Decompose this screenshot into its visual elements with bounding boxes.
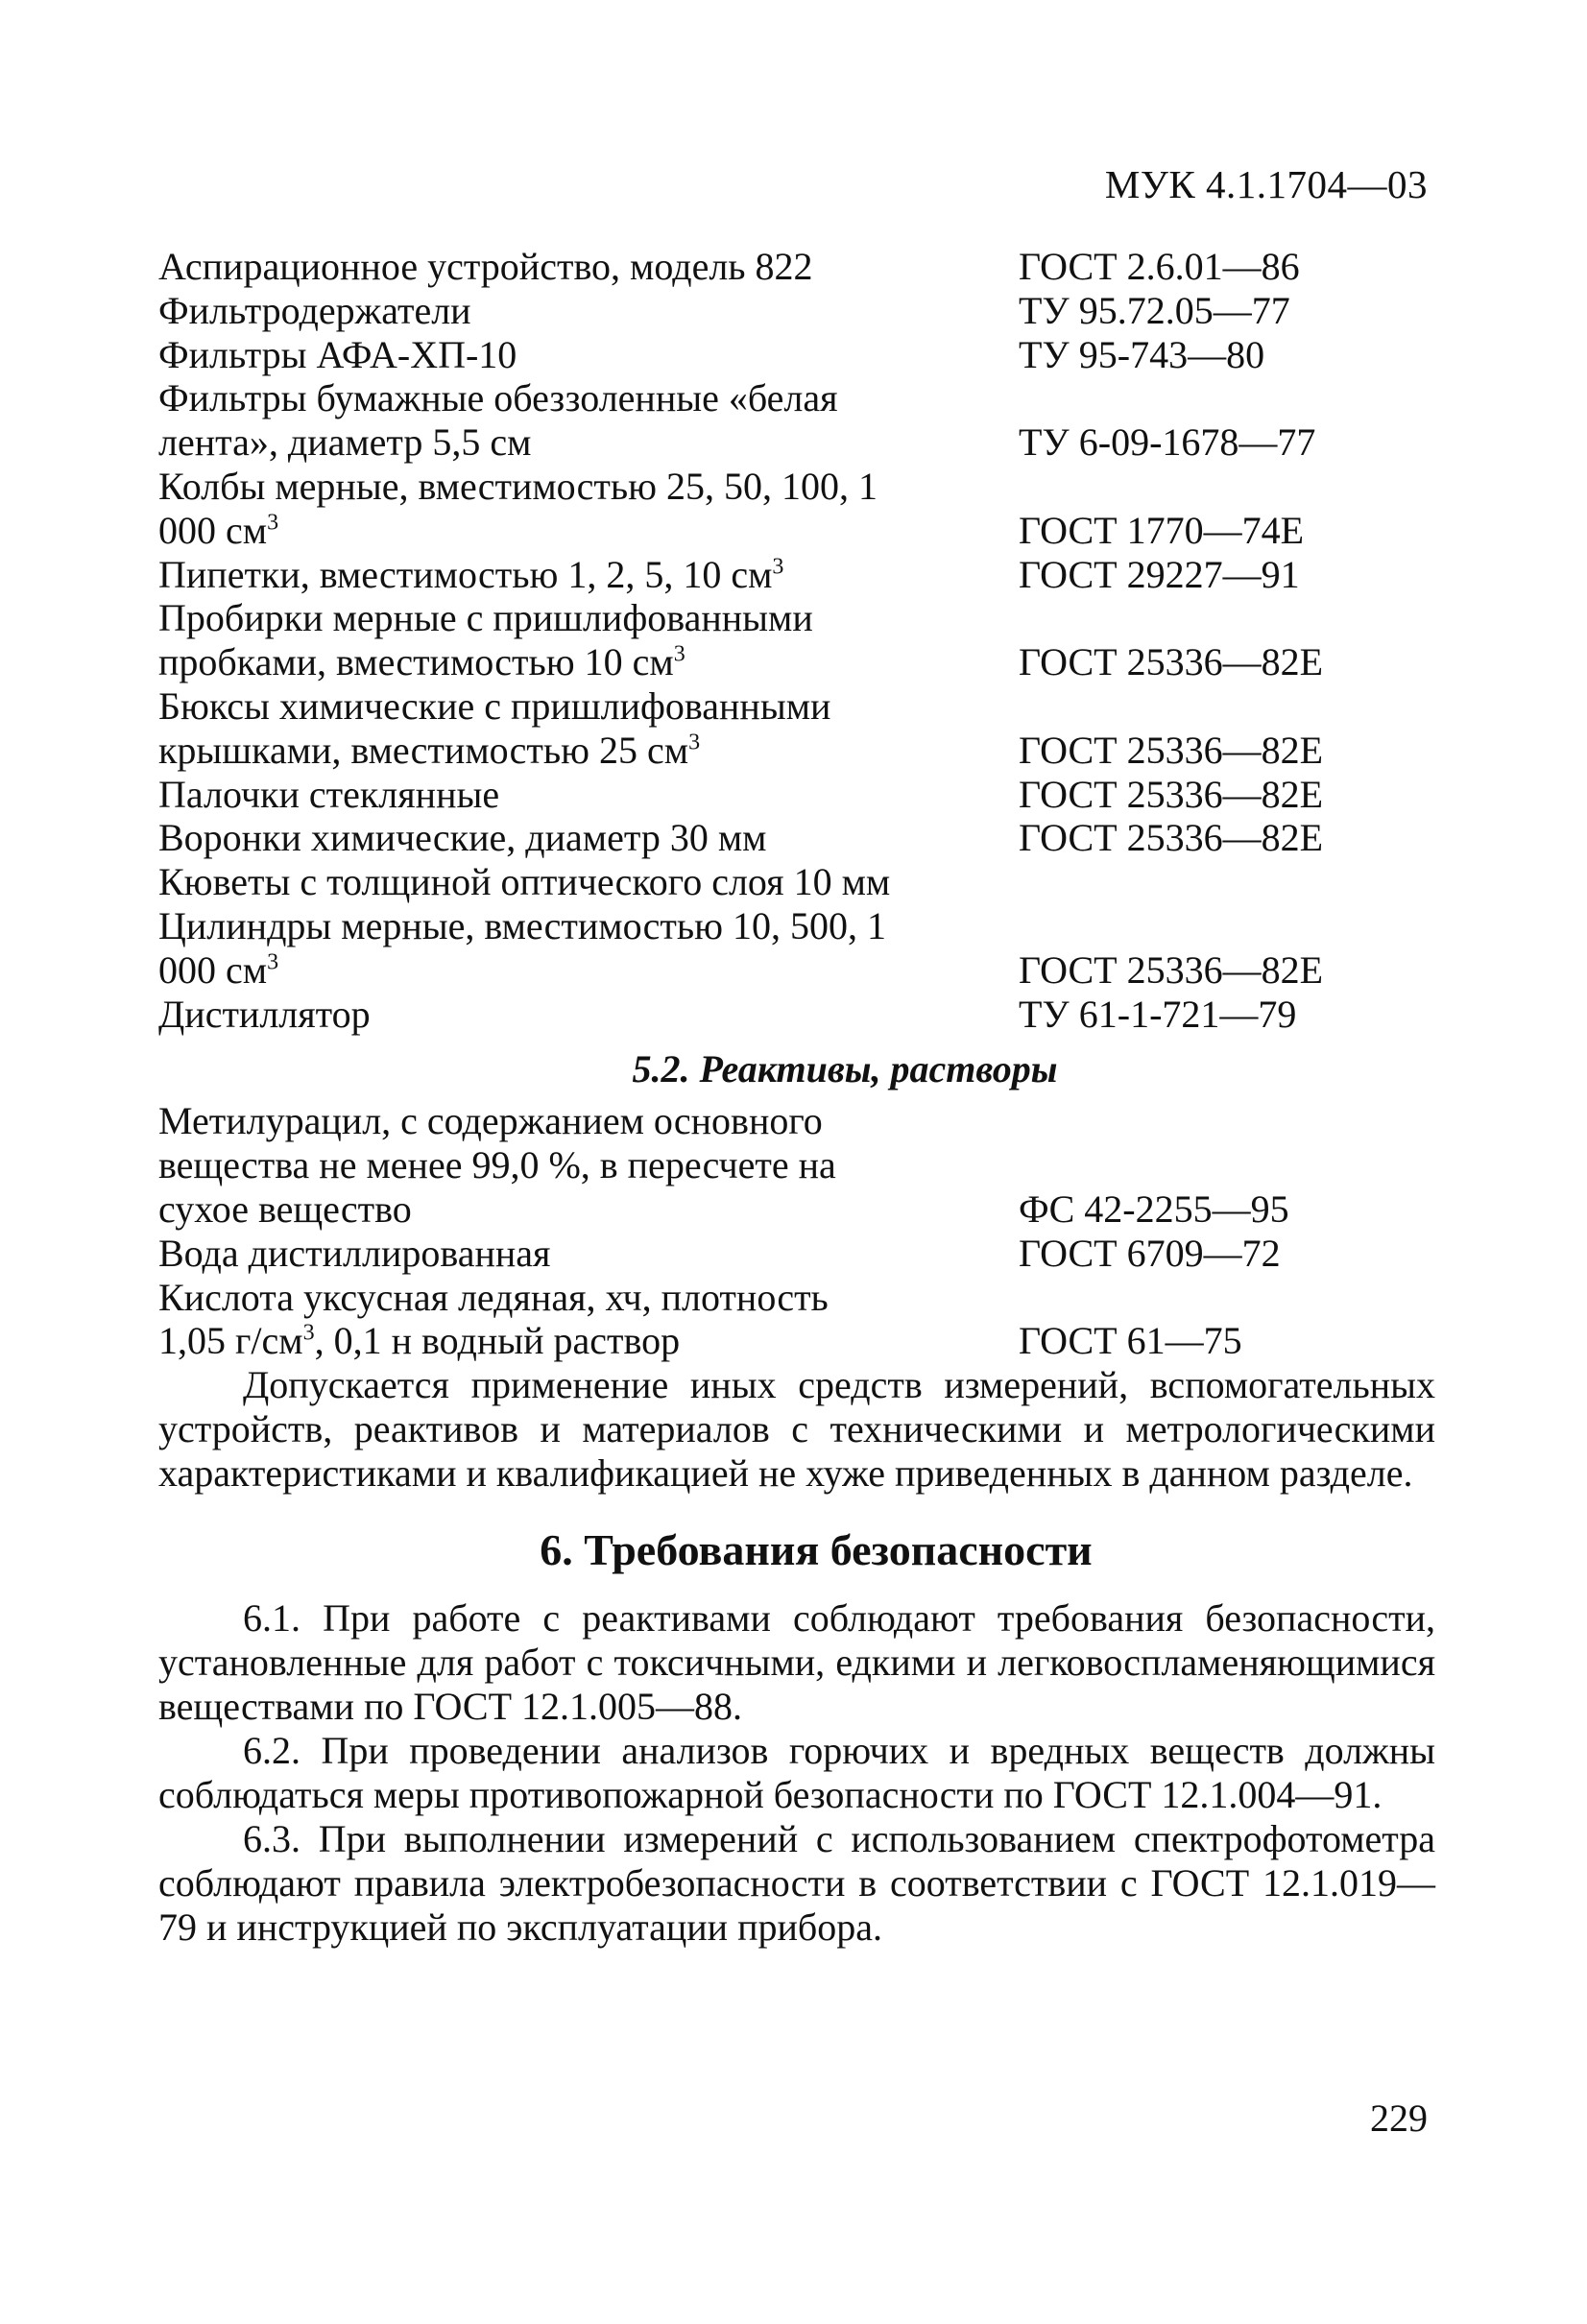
page-number: 229	[1370, 2096, 1428, 2140]
equipment-row	[158, 465, 1435, 553]
reagents-section-title: 5.2. Реактивы, растворы	[632, 1047, 1058, 1091]
equipment-name-text: Цилиндры мерные, вместимостью 10, 500, 1 000 см	[158, 903, 886, 992]
equipment-name-text: Колбы мерные, вместимостью 25, 50, 100, 1 000 см	[158, 464, 878, 552]
equipment-name: Дистиллятор	[158, 992, 371, 1036]
reagent-standard: ГОСТ 6709—72	[1019, 1231, 1281, 1275]
superscript: 3	[772, 554, 784, 580]
equipment-row	[158, 860, 1435, 904]
equipment-name: Палочки стеклянные	[158, 772, 500, 816]
superscript: 3	[688, 730, 701, 755]
reagent-row	[158, 1232, 1435, 1276]
equipment-name: Фильтры бумажные обеззоленные «белая лента», диаметр 5,5 см	[158, 376, 838, 465]
reagent-name: Вода дистиллированная	[158, 1231, 551, 1275]
section-6-paragraph: 6.2. При проведении анализов горючих и вредных веществ должны соблюдаться меры противопожарной безопасности по ГОСТ 12.1.004—91.	[158, 1729, 1435, 1817]
equipment-name: Аспирационное устройство, модель 822	[158, 245, 813, 288]
equipment-standard: ТУ 95.72.05—77	[1019, 288, 1290, 332]
equipment-name: Кюветы с толщиной оптического слоя 10 мм	[158, 860, 891, 904]
reagent-row	[158, 1099, 1435, 1231]
section-6-paragraph: 6.1. При работе с реактивами соблюдают требования безопасности, установленные для работ с токсичными, едкими и легковоспламеняющимися веществами по ГОСТ 12.1.005—88.	[158, 1596, 1435, 1729]
equipment-row	[158, 376, 1435, 465]
equipment-row	[158, 596, 1435, 684]
equipment-name	[158, 553, 1022, 597]
equipment-name-text: Бюксы химические с пришлифованными крышками, вместимостью 25 см	[158, 683, 831, 772]
equipment-name: Фильтры АФА-ХП-10	[158, 332, 517, 376]
superscript: 3	[673, 641, 685, 667]
equipment-standard: ГОСТ 1770—74Е	[1019, 508, 1305, 552]
equipment-standard: ГОСТ 25336—82Е	[1019, 728, 1324, 772]
document-code: МУК 4.1.1704—03	[1104, 162, 1428, 206]
reagent-row	[158, 1276, 1435, 1364]
equipment-standard: ГОСТ 25336—82Е	[1019, 947, 1324, 992]
equipment-name	[158, 904, 917, 993]
equipment-row	[158, 904, 1435, 993]
equipment-standard: ТУ 95-743—80	[1019, 332, 1265, 376]
equipment-standard: ГОСТ 25336—82Е	[1019, 772, 1324, 816]
reagent-standard: ФС 42-2255—95	[1019, 1186, 1289, 1231]
allowance-paragraph: Допускается применение иных средств измерений, вспомогательных устройств, реактивов и материалов с техническими и метрологическими характеристиками и квалификацией не хуже приведенных в данном разделе.	[158, 1363, 1435, 1496]
equipment-standard: ТУ 61-1-721—79	[1019, 992, 1297, 1036]
equipment-standard: ТУ 6-09-1678—77	[1019, 420, 1316, 465]
equipment-row	[158, 553, 1435, 597]
equipment-row	[158, 993, 1435, 1037]
equipment-standard: ГОСТ 2.6.01—86	[1019, 245, 1300, 288]
equipment-name	[158, 596, 859, 684]
equipment-row	[158, 289, 1435, 333]
equipment-list	[158, 245, 1435, 1036]
superscript: 3	[302, 1321, 315, 1346]
equipment-name: Воронки химические, диаметр 30 мм	[158, 816, 767, 860]
equipment-standard: ГОСТ 25336—82Е	[1019, 640, 1324, 684]
reagent-name-tail: , 0,1 н водный раствор	[314, 1319, 681, 1363]
equipment-row	[158, 684, 1435, 773]
equipment-row	[158, 245, 1435, 289]
equipment-name	[158, 684, 888, 773]
equipment-row	[158, 816, 1435, 860]
section-6-paragraph: 6.3. При выполнении измерений с использованием спектрофотометра соблюдают правила электробезопасности в соответствии с ГОСТ 12.1.019—79 и инструкцией по эксплуатации прибора.	[158, 1817, 1435, 1950]
reagent-name	[158, 1276, 869, 1364]
equipment-name	[158, 465, 917, 553]
content	[158, 245, 1435, 1950]
equipment-name-text: Пробирки мерные с пришлифованными пробками, вместимостью 10 см	[158, 596, 813, 684]
reagent-name: Метилурацил, с содержанием основного вещества не менее 99,0 %, в пересчете на сухое вещество	[158, 1099, 836, 1231]
superscript: 3	[267, 949, 279, 975]
section-6-title: 6. Требования безопасности	[540, 1525, 1093, 1575]
equipment-standard: ГОСТ 25336—82Е	[1019, 816, 1324, 860]
reagents-list	[158, 1099, 1435, 1363]
equipment-row	[158, 333, 1435, 377]
reagent-name-text: Кислота уксусная ледяная, хч, плотность 1,05 г/см	[158, 1275, 829, 1363]
equipment-name-text: Пипетки, вместимостью 1, 2, 5, 10 см	[158, 552, 773, 596]
reagent-standard: ГОСТ 61—75	[1019, 1319, 1242, 1363]
equipment-standard: ГОСТ 29227—91	[1019, 552, 1300, 596]
equipment-name: Фильтродержатели	[158, 288, 471, 332]
equipment-row	[158, 773, 1435, 817]
superscript: 3	[267, 510, 279, 536]
